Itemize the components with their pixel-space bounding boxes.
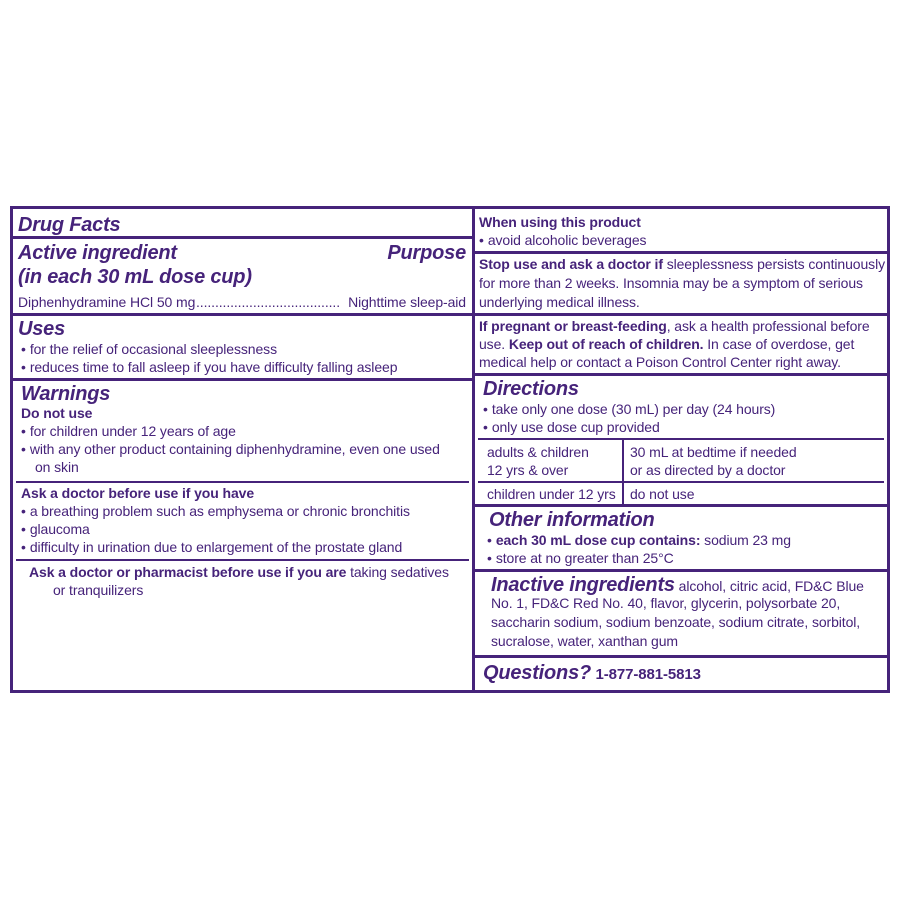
pregnant-line1: [479, 319, 870, 333]
divider: [13, 236, 472, 239]
questions-heading: Questions?: [483, 662, 592, 684]
pregnant-line2-rest: In case of overdose, get: [703, 336, 855, 352]
ask-doctor-item: • glaucoma: [21, 522, 90, 536]
when-using-item: • avoid alcoholic beverages: [479, 233, 646, 247]
pregnant-bold: If pregnant or breast-feeding: [479, 318, 667, 334]
purpose-heading: Purpose: [387, 242, 466, 264]
table-border: [478, 438, 884, 440]
table-border: [478, 481, 884, 483]
table-border: [622, 438, 624, 504]
drug-facts-panel: [10, 206, 890, 693]
drug-facts-title: Drug Facts: [18, 214, 121, 236]
do-not-use-item: • for children under 12 years of age: [21, 424, 236, 438]
other-info-item: • store at no greater than 25°C: [487, 551, 674, 565]
divider: [13, 378, 472, 381]
inactive-line4: sucralose, water, xanthan gum: [491, 633, 678, 649]
divider: [475, 655, 887, 658]
divider: [475, 569, 887, 572]
ask-doctor-heading: Ask a doctor before use if you have: [21, 485, 255, 501]
dose-cup-subheading: (in each 30 mL dose cup): [18, 266, 252, 288]
other-info-item: [487, 533, 791, 547]
when-using-heading: When using this product: [479, 214, 641, 230]
active-ingredient-heading: Active ingredient: [18, 242, 177, 264]
stop-use-rest: sleeplessness persists continuously: [662, 256, 885, 272]
dose-cup-contains: each 30 mL dose cup contains:: [495, 532, 701, 548]
uses-item: • reduces time to fall asleep if you have difficulty falling asleep: [21, 360, 397, 374]
uses-item: • for the relief of occasional sleeplessness: [21, 342, 277, 356]
divider: [475, 251, 887, 254]
stop-use-line3: underlying medical illness.: [479, 294, 640, 310]
dot-leader: ......................................: [196, 294, 341, 310]
divider: [13, 313, 472, 316]
inactive-line1-rest: alcohol, citric acid, FD&C Blue: [674, 578, 864, 594]
inactive-line2: No. 1, FD&C Red No. 40, flavor, glycerin, polysorbate 20,: [491, 595, 841, 611]
table-cell-dose: do not use: [630, 486, 695, 502]
table-cell-who: 12 yrs & over: [487, 462, 569, 478]
inactive-line3: saccharin sodium, sodium benzoate, sodium citrate, sorbitol,: [491, 614, 861, 630]
divider: [475, 373, 887, 376]
stop-use-line1: [479, 257, 885, 271]
divider: [16, 481, 469, 483]
questions-line: [483, 663, 701, 683]
ingredient-name: Diphenhydramine HCl 50 mg: [18, 294, 196, 310]
keep-out-of-reach: Keep out of reach of children.: [508, 336, 704, 352]
stop-use-line2: for more than 2 weeks. Insomnia may be a symptom of serious: [479, 275, 863, 291]
left-column: [13, 209, 472, 690]
divider: [16, 559, 469, 561]
directions-heading: Directions: [483, 378, 579, 400]
inactive-ingredients-heading: Inactive ingredients: [491, 574, 675, 596]
do-not-use-heading: Do not use: [21, 405, 93, 421]
table-cell-dose: or as directed by a doctor: [630, 462, 786, 478]
other-information-heading: Other information: [489, 509, 655, 531]
ask-doctor-item: • a breathing problem such as emphysema or chronic bronchitis: [21, 504, 410, 518]
pregnant-line3: medical help or contact a Poison Control Center right away.: [479, 354, 841, 370]
warnings-heading: Warnings: [21, 383, 111, 405]
table-cell-dose: 30 mL at bedtime if needed: [630, 444, 797, 460]
pregnant-line2: [479, 337, 854, 351]
divider: [475, 504, 887, 507]
ingredient-purpose: Nighttime sleep-aid: [348, 294, 466, 310]
uses-heading: Uses: [18, 318, 66, 340]
inactive-line1: [491, 575, 864, 595]
ask-pharmacist-bold: Ask a doctor or pharmacist before use if you are: [29, 564, 347, 580]
stop-use-bold: Stop use and ask a doctor if: [479, 256, 663, 272]
divider: [475, 313, 887, 316]
sodium-content: sodium 23 mg: [700, 532, 791, 548]
table-cell-who: adults & children: [487, 444, 589, 460]
do-not-use-item-continued: on skin: [35, 459, 79, 475]
pregnant-rest: , ask a health professional before: [666, 318, 870, 334]
ask-doctor-item: • difficulty in urination due to enlargement of the prostate gland: [21, 540, 402, 554]
ask-pharmacist-rest: taking sedatives: [346, 564, 449, 580]
do-not-use-item: • with any other product containing diphenhydramine, even one used: [21, 442, 440, 456]
right-column: [475, 209, 887, 690]
questions-phone: 1-877-881-5813: [595, 666, 701, 683]
ask-pharmacist-warning-continued: or tranquilizers: [53, 582, 144, 598]
pregnant-line2-pre: use.: [479, 336, 509, 352]
table-cell-who: children under 12 yrs: [487, 486, 616, 502]
directions-item: • only use dose cup provided: [483, 420, 660, 434]
ask-pharmacist-warning: [29, 565, 449, 579]
directions-item: • take only one dose (30 mL) per day (24 hours): [483, 402, 775, 416]
